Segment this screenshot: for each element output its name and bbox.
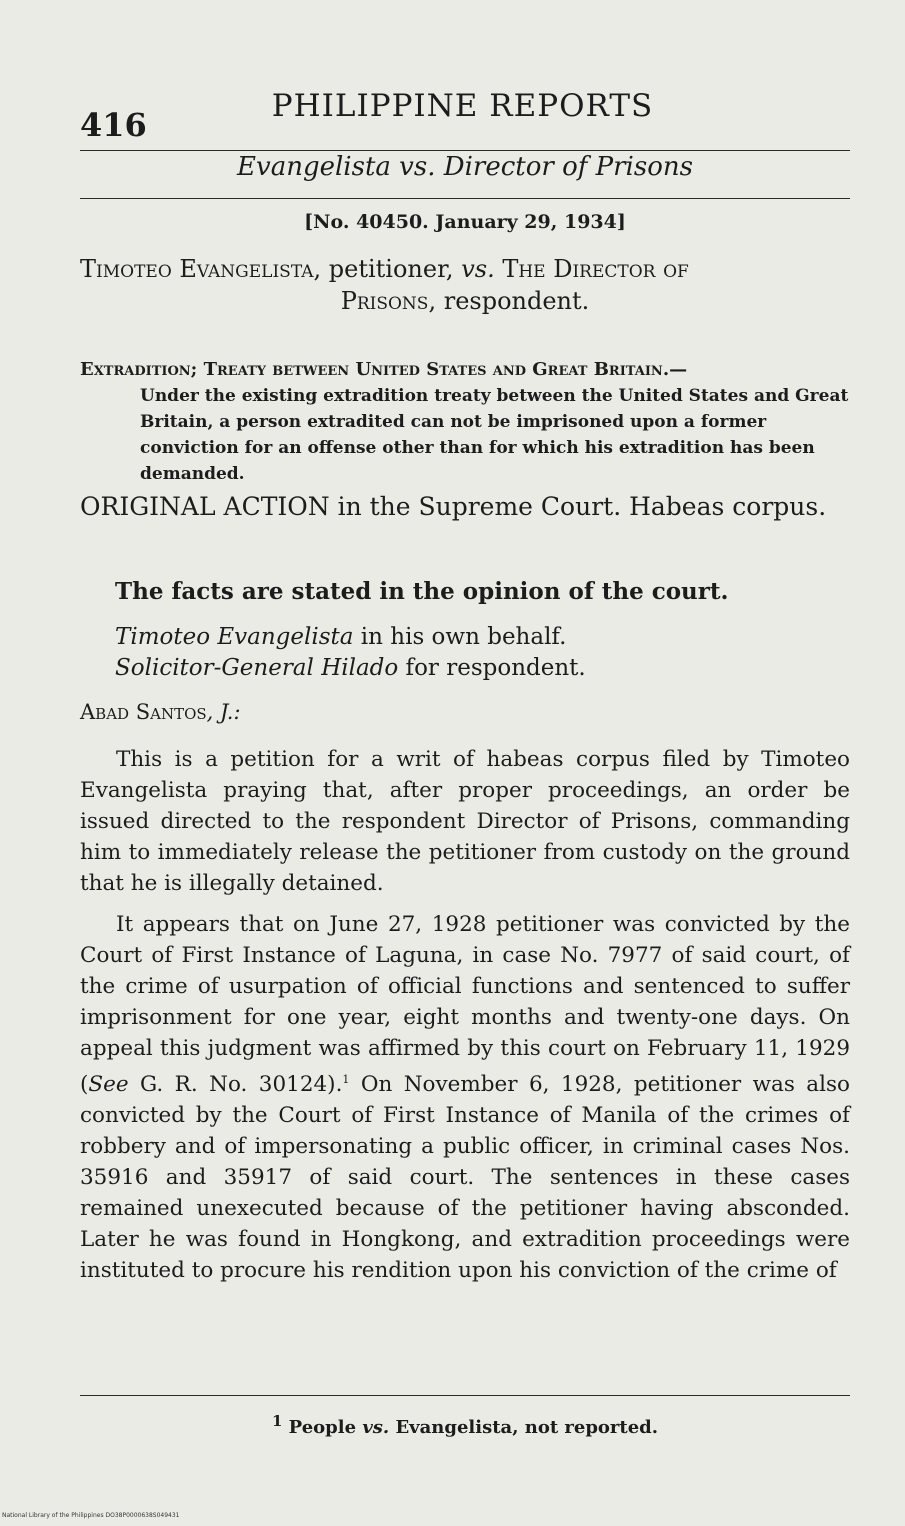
docket-number: [No. 40450. January 29, 1934] bbox=[304, 211, 626, 233]
syllabus-topic: Extradition; Treaty between United States and Great Britain.— bbox=[80, 359, 688, 380]
case-caption: Evangelista vs. Director of Prisons bbox=[237, 152, 693, 182]
footnote-vs: vs. bbox=[362, 1417, 390, 1438]
facts-statement: The facts are stated in the opinion of the court. bbox=[115, 578, 729, 605]
see-signal: See bbox=[88, 1072, 129, 1098]
footnote-marker: 1 bbox=[271, 1412, 283, 1430]
case-parties bbox=[80, 253, 850, 317]
counsel-role: for respondent. bbox=[398, 655, 586, 681]
judge-suffix: , J.: bbox=[206, 700, 241, 724]
counsel-line bbox=[115, 653, 850, 684]
counsel-name: Solicitor-General Hilado bbox=[115, 655, 399, 681]
caption-rule bbox=[80, 198, 850, 199]
respondent-role: , respondent. bbox=[428, 287, 590, 315]
counsel-list bbox=[115, 622, 850, 684]
page-header bbox=[80, 88, 845, 144]
petitioner-role: , petitioner, bbox=[313, 255, 462, 283]
footnote-reference: 1 bbox=[342, 1073, 350, 1086]
respondent-name-part2: Prisons bbox=[340, 287, 429, 315]
opinion-paragraph-2 bbox=[80, 909, 850, 1286]
action-text: in the Supreme Court. Habeas corpus. bbox=[329, 492, 827, 521]
counsel-role: in his own behalf. bbox=[353, 624, 567, 650]
opinion-body bbox=[80, 744, 850, 1296]
judge-name: Abad Santos bbox=[80, 700, 207, 724]
footnote bbox=[80, 1412, 850, 1438]
opinion-text: It appears that on June 27, 1928 petitioner was convicted by the Court of First Instance of Laguna, in case No. 7977 of said court, of the crime of usurpation of official functions and sentenced to suffer imprisonment for one year, eight months and twenty-one days. On appeal this judgment was affirmed by this court on February 11, 1929 ( bbox=[80, 912, 850, 1098]
footnote-text: People bbox=[282, 1417, 363, 1438]
footnote-rule bbox=[80, 1395, 850, 1396]
action-statement bbox=[80, 490, 850, 524]
page-number: 416 bbox=[80, 106, 147, 144]
judge-line bbox=[80, 700, 850, 724]
opinion-paragraph-1: This is a petition for a writ of habeas corpus filed by Timoteo Evangelista praying that, after proper proceedings, an order be issued directed to the respondent Director of Prisons, commanding him to immediately release the petitioner from custody on the ground that he is illegally detained. bbox=[80, 747, 850, 896]
syllabus-text: Under the existing extradition treaty between the United States and Great Britain, a person extradited can not be imprisoned upon a former conviction for an offense other than for which his extradition has been demanded. bbox=[140, 386, 849, 484]
footnote-text: Evangelista, not reported. bbox=[389, 1417, 659, 1438]
running-title: PHILIPPINE REPORTS bbox=[271, 88, 654, 124]
opinion-text: On November 6, 1928, petitioner was also convicted by the Court of First Instance of Manila of the crimes of robbery and of impersonating a public officer, in criminal cases Nos. 35916 and 35917 of said court. The sentences in these cases remained unexecuted because of the petitioner having absconded. Later he was found in Hongkong, and extradition proceedings were instituted to procure his rendition upon his conviction of the crime of bbox=[80, 1072, 850, 1284]
archive-label: National Library of the Philippines DO38P0000638S049431 bbox=[2, 1512, 180, 1519]
header-rule bbox=[80, 150, 850, 151]
parties-line-1 bbox=[80, 253, 850, 285]
petitioner-name: Timoteo Evangelista bbox=[80, 255, 314, 283]
syllabus bbox=[80, 357, 850, 487]
action-lead: ORIGINAL ACTION bbox=[80, 492, 330, 521]
versus: vs. bbox=[461, 255, 495, 283]
counsel-name: Timoteo Evangelista bbox=[115, 624, 354, 650]
parties-line-2 bbox=[80, 285, 850, 317]
respondent-name-part1: The Director of bbox=[494, 255, 689, 283]
opinion-text: G. R. No. 30124). bbox=[128, 1072, 343, 1098]
counsel-line bbox=[115, 622, 850, 653]
